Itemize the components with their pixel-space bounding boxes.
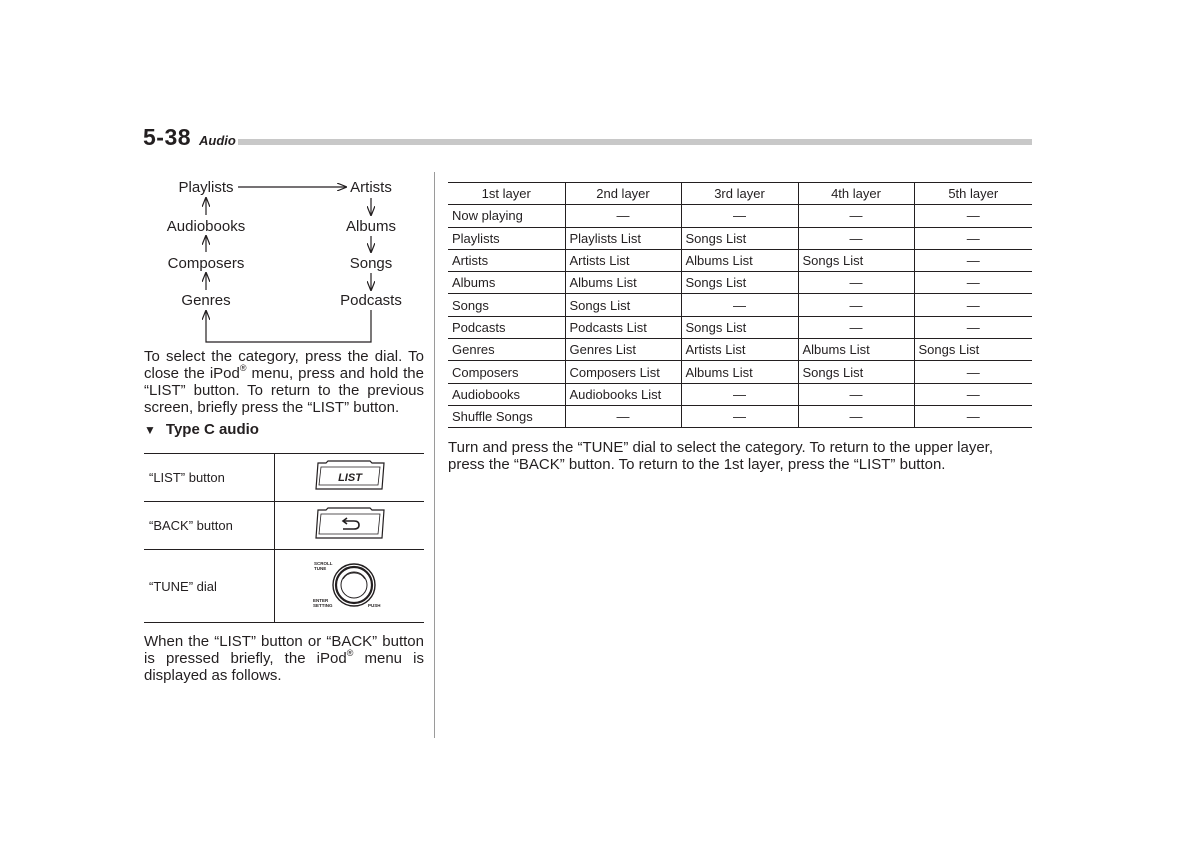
page-number: 5-38 <box>143 124 192 150</box>
table-cell: Shuffle Songs <box>448 405 565 427</box>
table-cell: — <box>914 405 1032 427</box>
table-cell: Podcasts List <box>565 316 681 338</box>
table-cell: Albums <box>448 272 565 294</box>
table-row <box>448 361 1032 383</box>
paragraph-text: To select the category, press the dial. To close the iPod <box>144 348 424 382</box>
table-cell: — <box>798 272 914 294</box>
table-cell: — <box>565 405 681 427</box>
ipod-menu-flow-diagram <box>140 172 430 347</box>
column-header: 4th layer <box>798 183 914 205</box>
flow-node-composers: Composers <box>167 255 245 272</box>
table-cell: — <box>681 294 798 316</box>
registered-mark: ® <box>346 648 354 658</box>
table-row <box>448 294 1032 316</box>
flow-node-albums: Albums <box>345 218 397 235</box>
dial-label-text: SETTING <box>312 602 333 608</box>
table-cell: — <box>914 383 1032 405</box>
table-cell: Audiobooks <box>448 383 565 405</box>
paragraph-tune-instructions: Turn and press the “TUNE” dial to select the category. To return to the upper layer, press the “BACK” button. To return to the 1st layer, press the “LIST” button. <box>448 439 993 473</box>
dial-label-text: ENTER <box>312 597 328 603</box>
table-cell: Songs List <box>681 316 798 338</box>
table-cell: Songs List <box>681 272 798 294</box>
back-button-icon <box>312 506 388 542</box>
table-cell: — <box>798 294 914 316</box>
table-cell: — <box>914 227 1032 249</box>
control-label: “LIST” button <box>144 454 275 502</box>
paragraph-close-menu <box>144 348 424 416</box>
paragraph-text: menu is displayed as follows. <box>144 650 424 684</box>
table-cell: Albums List <box>681 249 798 271</box>
table-cell: — <box>798 205 914 227</box>
table-row <box>144 502 424 550</box>
table-cell: — <box>914 361 1032 383</box>
control-label: “TUNE” dial <box>144 550 275 623</box>
table-cell: Genres List <box>565 339 681 361</box>
control-label: “BACK” button <box>144 502 275 550</box>
flow-node-playlists: Playlists <box>178 179 234 196</box>
table-row <box>448 205 1032 227</box>
triangle-marker-icon: ▼ <box>144 423 156 437</box>
flow-node-genres: Genres <box>181 292 231 309</box>
table-cell: — <box>681 205 798 227</box>
table-cell: Playlists List <box>565 227 681 249</box>
table-cell: Podcasts <box>448 316 565 338</box>
table-cell: Playlists <box>448 227 565 249</box>
paragraph-menu-displayed <box>144 633 424 684</box>
table-header-row <box>448 183 1032 205</box>
controls-table <box>144 453 424 623</box>
table-row <box>448 227 1032 249</box>
column-header: 5th layer <box>914 183 1032 205</box>
table-cell: — <box>798 227 914 249</box>
table-cell: Songs List <box>798 249 914 271</box>
table-row <box>448 405 1032 427</box>
header-rule <box>238 139 1032 145</box>
table-cell: Songs List <box>681 227 798 249</box>
section-title: Audio <box>199 133 236 148</box>
ipod-layer-table <box>448 182 1032 428</box>
table-cell: Now playing <box>448 205 565 227</box>
table-cell: Audiobooks List <box>565 383 681 405</box>
column-header: 1st layer <box>448 183 565 205</box>
column-header: 2nd layer <box>565 183 681 205</box>
table-row <box>448 249 1032 271</box>
table-cell: Albums List <box>798 339 914 361</box>
table-cell: — <box>798 383 914 405</box>
tune-dial-icon <box>312 558 388 612</box>
paragraph-text: menu, press and hold the “LIST” button. To return to the previous screen, briefly press the “LIST” button. <box>144 365 424 416</box>
flow-node-songs: Songs <box>349 255 393 272</box>
table-cell: — <box>914 272 1032 294</box>
list-button-text: LIST <box>337 472 362 484</box>
table-row <box>448 339 1032 361</box>
table-row <box>448 272 1032 294</box>
paragraph-text: When the “LIST” button or “BACK” button is pressed briefly, the iPod <box>144 633 424 667</box>
arrow-podcasts-to-genres <box>206 310 371 342</box>
control-image-cell <box>275 550 425 623</box>
table-cell: — <box>914 294 1032 316</box>
control-image-cell <box>275 454 425 502</box>
table-cell: — <box>798 405 914 427</box>
column-divider <box>434 172 435 738</box>
column-header: 3rd layer <box>681 183 798 205</box>
subheading-text: Type C audio <box>165 421 259 438</box>
flow-node-artists: Artists <box>350 179 392 196</box>
table-cell: — <box>914 205 1032 227</box>
table-row <box>144 550 424 623</box>
table-row <box>144 454 424 502</box>
table-cell: — <box>565 205 681 227</box>
table-row <box>448 383 1032 405</box>
list-button-icon <box>312 459 388 493</box>
table-cell: Albums List <box>565 272 681 294</box>
table-cell: Artists List <box>681 339 798 361</box>
table-cell: Songs List <box>914 339 1032 361</box>
table-cell: Songs List <box>798 361 914 383</box>
table-cell: — <box>798 316 914 338</box>
flow-node-podcasts: Podcasts <box>340 292 402 309</box>
table-cell: — <box>681 383 798 405</box>
table-cell: Genres <box>448 339 565 361</box>
subheading-type-c-audio <box>144 421 259 438</box>
table-cell: — <box>681 405 798 427</box>
table-cell: — <box>914 249 1032 271</box>
table-cell: Songs <box>448 294 565 316</box>
control-image-cell <box>275 502 425 550</box>
dial-label-text: SCROLL <box>313 560 332 566</box>
dial-label-text: PUSH <box>367 602 381 608</box>
registered-mark: ® <box>239 363 247 373</box>
table-cell: Composers <box>448 361 565 383</box>
table-row <box>448 316 1032 338</box>
table-cell: Songs List <box>565 294 681 316</box>
table-cell: Artists <box>448 249 565 271</box>
table-cell: Composers List <box>565 361 681 383</box>
dial-label-text: TUNE <box>313 565 326 571</box>
table-cell: — <box>914 316 1032 338</box>
table-cell: Artists List <box>565 249 681 271</box>
flow-node-audiobooks: Audiobooks <box>166 218 246 235</box>
table-cell: Albums List <box>681 361 798 383</box>
